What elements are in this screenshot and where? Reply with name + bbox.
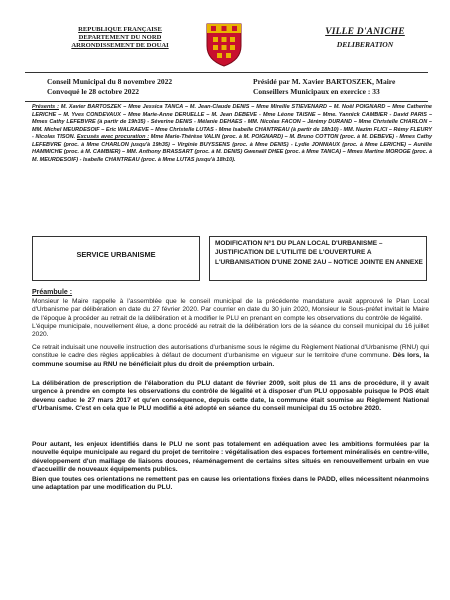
counsellor-count: Conseillers Municipaux en exercice : 33: [253, 87, 380, 96]
paragraph-3: [32, 344, 429, 369]
header-department: DEPARTEMENT DU NORD: [78, 34, 162, 42]
excused-label: Excusés avec procuration :: [76, 134, 150, 141]
council-date: Conseil Municipal du 8 novembre 2022: [47, 77, 173, 86]
present-label: Présents :: [32, 104, 59, 110]
header-arrondissement: ARRONDISSEMENT DE DOUAI: [71, 42, 169, 50]
header-administrative: [40, 26, 200, 51]
paragraph-4: La délibération de prescription de l'élaboration du PLU datant de février 2009, soit plus de 11 ans de procédure, il y avait urgence à prendre en compte les observations du contrôle de légalité et à disposer d'un PLU opposable puisque le POS était devenu caduc le 27 mars 2017 et qu'en conséquence, depuis cette date, la commune était soumise au Règlement National d'Urbanisme. C'est en cela que le PLU modifié a été adopté en séance du conseil municipal du 15 octobre 2020.: [32, 380, 429, 413]
deliberation-subject: MODIFICATION N°1 DU PLAN LOCAL D'URBANISME – JUSTIFICATION DE L'UTILITE DE L'OUVERTURE A L'URBANISATION D'UNE ZONE 2AU – NOTICE JOINTE EN ANNEXE: [215, 240, 423, 266]
excused-members: Mme Marie-Thérèse VALIN (proc. à M. POIGNARD) – M. Bruno COTTON (proc. à M. DEBEVE) - Mmes Cathy LEFEBVRE (proc. à Mme CHARLON jusqu'à 19h35) – Virginie BUYSSENS (proc. à Mme DENIS) - Lydie JONNIAUX (proc. à Mme LERICHE) – Aurélie HAMMICHE (proc. à M. CAMBIER) – MM. Anthony BRASSART (proc. à M. DENIS) Gwenaël DHEE (proc. à Mme TANCA) – Mmes Martine MOROGE (proc. à M. MEURDESOIF) - Isabelle CHANTREAU (proc. à Mme LUTAS jusqu'à 18h10).: [32, 134, 433, 163]
service-box: [32, 236, 200, 281]
header-city: [300, 27, 430, 49]
president: Présidé par M. Xavier BARTOSZEK, Maire: [253, 77, 396, 86]
divider: [25, 72, 428, 73]
presidency-info: [253, 77, 395, 97]
city-name: VILLE D'ANICHE: [325, 27, 405, 37]
service-name: SERVICE URBANISME: [76, 250, 156, 259]
attendance-list: [32, 104, 432, 164]
header-republic: REPUBLIQUE FRANÇAISE: [78, 26, 162, 33]
convocation-date: Convoqué le 28 octobre 2022: [47, 87, 139, 96]
paragraph-1: Monsieur le Maire rappelle à l'assemblée que le conseil municipal de la précédente mandature avait approuvé le Plan Local d'Urbanisme par délibération en date du 27 février 2020. Par courrier en date du 30 juin 2020, Monsieur le Sous-préfet invitait le Maire de l'époque à procéder au retrait de la délibération et à modifier le PLU en prenant en compte les observations du contrôle de légalité.: [32, 298, 429, 322]
paragraph-6: Bien que toutes ces orientations ne remettent pas en cause les orientations fixées dans le PADD, elles nécessitent néanmoins une adaptation par une modification du PLU.: [32, 476, 429, 492]
divider: [25, 101, 428, 102]
preamble-heading: Préambule :: [32, 289, 73, 296]
paragraph-3-text: Ce retrait induisait une nouvelle instruction des autorisations d'urbanisme sous le régime du Règlement National d'Urbanisme (RNU) qui constitue le cadre des règles applicables à défaut de document d'urbanisme en vigueur sur le territoire d'une commune.: [32, 344, 429, 360]
paragraph-5: Pour autant, les enjeux identifiés dans le PLU ne sont pas totalement en adéquation avec les ambitions formulées par la nouvelle équipe municipale au regard du projet de territoire : végétalisation des espaces fortement minéralisés en centre-ville, développement d'un maillage de liaisons douces, réaménagement de certains sites situés en renouvellement urbain en vue d'accueillir de nouveaux équipements publics.: [32, 441, 429, 474]
document-type: DELIBERATION: [336, 40, 394, 49]
present-members: M. Xavier BARTOSZEK – Mme Jessica TANCA – M. Jean-Claude DENIS – Mme Mireille STIEVENARD – M. Noël POIGNARD – Mme Catherine LERICHE – M. Yves CONDEVAUX – Mme Marie-Anne DERUELLE – M. Jean DEBEVE - Mme Léone TAISNE – Mme. Yannick CAMBIER - David PARIS – Mmes Cathy LEFEBVRE (à partir de 19h35) - Séverine DENIS - Mélanie DEHAES - MM. Nicolas FACON – Jérémy DURAND – Mme Christelle CHARLON – MM. Michel MEURDESOIF – Eric WALRAEVE – Mme Christelle LUTAS - Mme Isabelle CHANTREAU (à partir de 18h10) - MM. Nazim FLICI – Rémy FLEURY - Nicolas TISON.: [32, 104, 432, 141]
paragraph-2: L'équipe municipale, nouvellement élue, a donc procédé au retrait de la délibération lors de la séance du conseil municipal du 16 juillet 2020.: [32, 323, 429, 339]
city-coat-of-arms-icon: [205, 22, 243, 68]
paragraph-3-emphasis: Dès lors, la commune soumise au RNU ne bénéficiait plus du droit de préemption urbain.: [32, 352, 429, 368]
subject-box: [209, 236, 427, 281]
session-info: [47, 77, 172, 97]
